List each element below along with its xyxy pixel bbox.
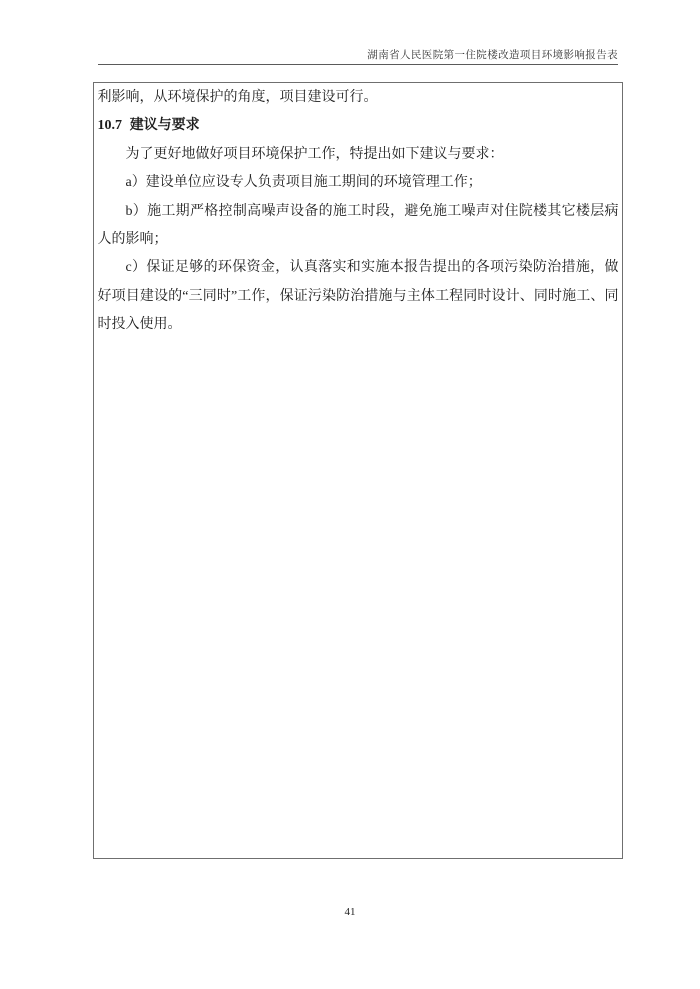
- section-heading-title: 建议与要求: [129, 118, 200, 134]
- report-content-box: [93, 82, 623, 859]
- paragraph-intro-continuation: 利影响，从环境保护的角度，项目建设可行。: [97, 90, 378, 105]
- page-number: 41: [344, 906, 356, 918]
- section-heading-number: 10.7: [97, 118, 122, 134]
- running-header-title: 湖南省人民医院第一住院楼改造项目环境影响报告表: [367, 50, 618, 61]
- paragraph-item-a: a）建设单位应设专人负责项目施工期间的环境管理工作；: [125, 175, 482, 191]
- header-rule: [98, 64, 618, 65]
- paragraph-item-b: b）施工期严格控制高噪声设备的施工时段，避免施工噪声对住院楼其它楼层病人的影响；: [97, 203, 619, 248]
- paragraph-item-c: c）保证足够的环保资金，认真落实和实施本报告提出的各项污染防治措施，做好项目建设的“三同时”工作，保证污染防治措施与主体工程同时设计、同时施工、同时投入使用。: [97, 260, 619, 333]
- paragraph-lead: 为了更好地做好项目环境保护工作，特提出如下建议与要求：: [125, 146, 504, 162]
- section-heading: [98, 112, 619, 140]
